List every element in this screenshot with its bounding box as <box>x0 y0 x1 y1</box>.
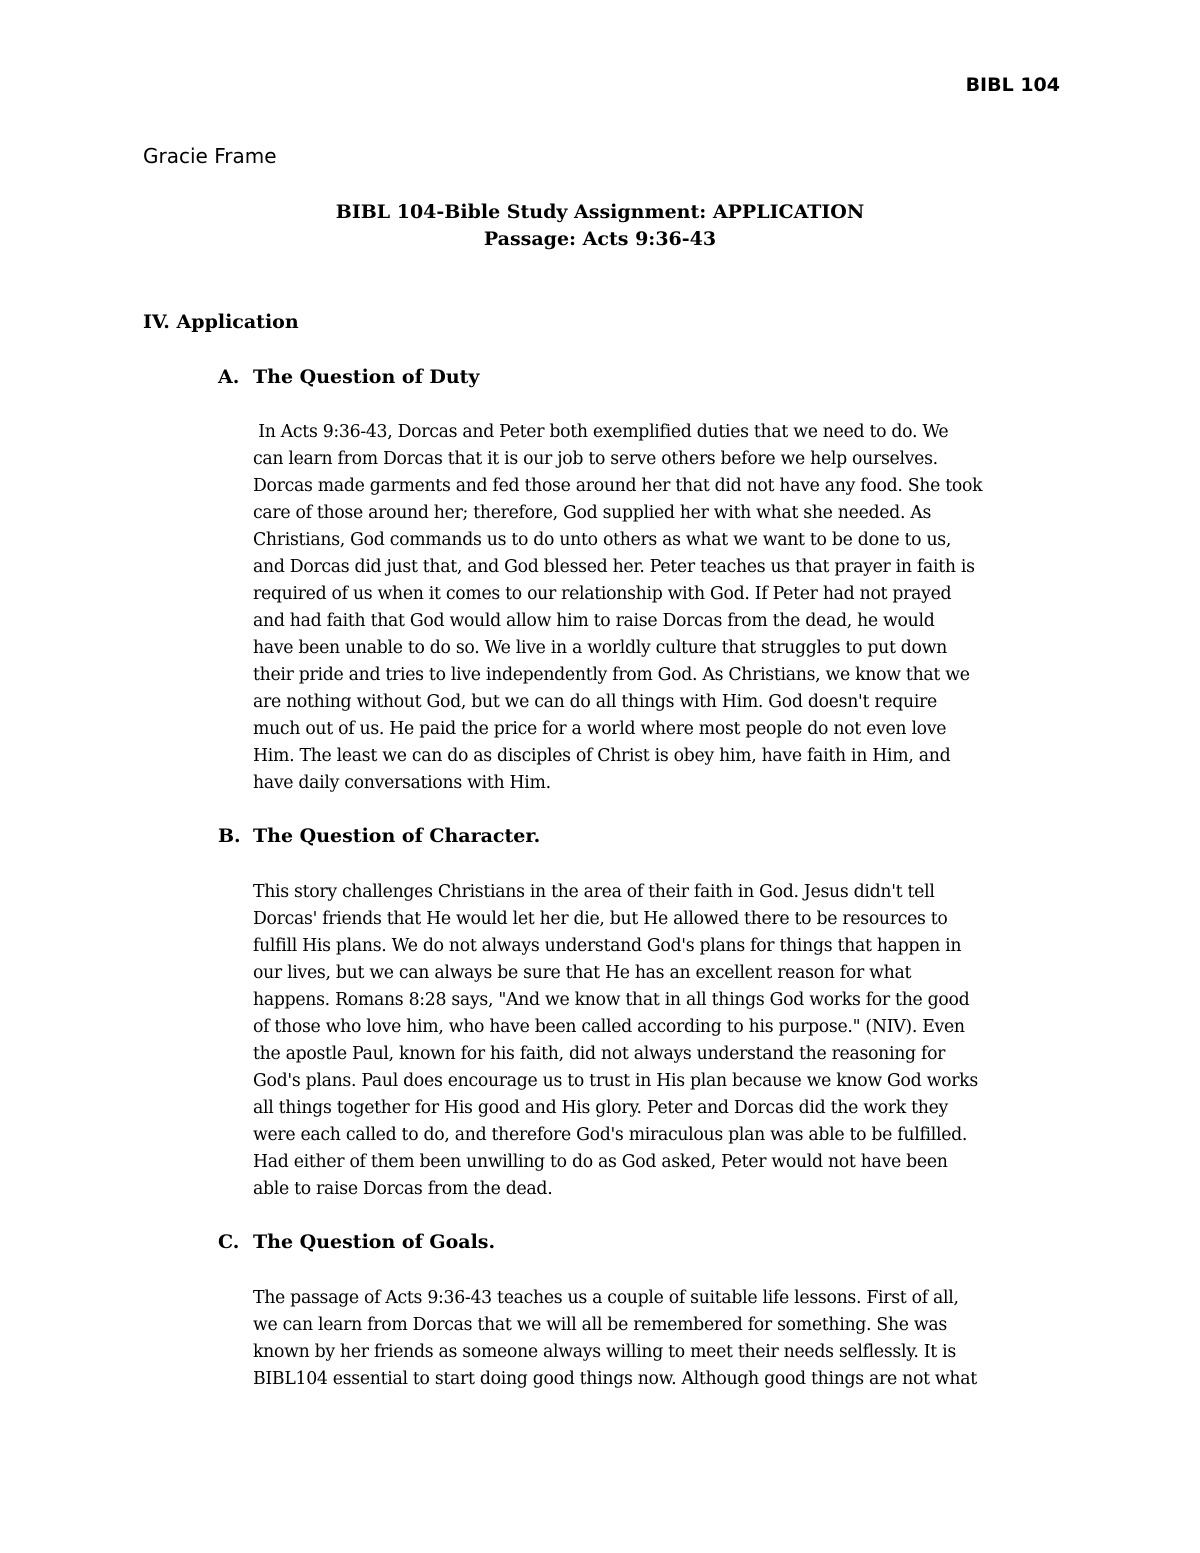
paragraph-line: This story challenges Christians in the area of their faith in God. Jesus didn't tell <box>253 882 935 902</box>
paragraph-line: and Dorcas did just that, and God blessed her. Peter teaches us that prayer in faith is <box>253 557 975 577</box>
paragraph-line: Had either of them been unwilling to do as God asked, Peter would not have been <box>253 1152 948 1172</box>
paragraph-line: all things together for His good and His glory. Peter and Dorcas did the work they <box>253 1098 948 1118</box>
document-title <box>0 199 1200 253</box>
paragraph-line: known by her friends as someone always willing to meet their needs selflessly. It is <box>253 1342 956 1362</box>
author-name: Gracie Frame <box>143 144 277 168</box>
title-line-1: BIBL 104-Bible Study Assignment: APPLICATION <box>335 201 865 223</box>
paragraph-line: The passage of Acts 9:36-43 teaches us a couple of suitable life lessons. First of all, <box>253 1288 959 1308</box>
subheading-letter: B. <box>218 825 241 847</box>
paragraph-line: their pride and tries to live independently from God. As Christians, we know that we <box>253 665 970 685</box>
paragraph-line: Him. The least we can do as disciples of Christ is obey him, have faith in Him, and <box>253 746 951 766</box>
paragraph-line: can learn from Dorcas that it is our job to serve others before we help ourselves. <box>253 449 938 469</box>
paragraph-line: fulfill His plans. We do not always understand God's plans for things that happen in <box>253 936 962 956</box>
subheading-text: The Question of Duty <box>253 366 480 388</box>
paragraph-line: and had faith that God would allow him to raise Dorcas from the dead, he would <box>253 611 935 631</box>
subheading-letter: C. <box>218 1231 240 1253</box>
paragraph-line: of those who love him, who have been called according to his purpose." (NIV). Even <box>253 1017 965 1037</box>
title-line-2: Passage: Acts 9:36-43 <box>483 228 717 250</box>
paragraph-line: we can learn from Dorcas that we will all be remembered for something. She was <box>253 1315 947 1335</box>
paragraph-line: have daily conversations with Him. <box>253 773 551 793</box>
subheading-goals <box>218 1231 495 1253</box>
course-code-header: BIBL 104 <box>965 74 1060 96</box>
subheading-character <box>218 825 540 847</box>
paragraph-line: happens. Romans 8:28 says, "And we know that in all things God works for the good <box>253 990 970 1010</box>
paragraph-line: BIBL104 essential to start doing good things now. Although good things are not what <box>253 1369 977 1389</box>
subheading-text: The Question of Goals. <box>253 1231 496 1253</box>
paragraph-duty <box>253 419 1073 797</box>
paragraph-goals <box>253 1285 1073 1393</box>
paragraph-line: are nothing without God, but we can do all things with Him. God doesn't require <box>253 692 937 712</box>
paragraph-line: In Acts 9:36-43, Dorcas and Peter both exemplified duties that we need to do. We <box>253 422 949 442</box>
paragraph-line: were each called to do, and therefore God's miraculous plan was able to be fulfilled. <box>253 1125 968 1145</box>
paragraph-line: Dorcas made garments and fed those around her that did not have any food. She took <box>253 476 983 496</box>
paragraph-line: God's plans. Paul does encourage us to trust in His plan because we know God works <box>253 1071 978 1091</box>
paragraph-line: our lives, but we can always be sure that He has an excellent reason for what <box>253 963 912 983</box>
subheading-letter: A. <box>218 366 240 388</box>
section-heading-application: IV. Application <box>143 311 299 333</box>
paragraph-character <box>253 879 1073 1203</box>
paragraph-line: much out of us. He paid the price for a world where most people do not even love <box>253 719 947 739</box>
paragraph-line: have been unable to do so. We live in a worldly culture that struggles to put down <box>253 638 947 658</box>
paragraph-line: care of those around her; therefore, God supplied her with what she needed. As <box>253 503 932 523</box>
paragraph-line: Christians, God commands us to do unto others as what we want to be done to us, <box>253 530 952 550</box>
paragraph-line: the apostle Paul, known for his faith, did not always understand the reasoning for <box>253 1044 946 1064</box>
paragraph-line: required of us when it comes to our relationship with God. If Peter had not prayed <box>253 584 952 604</box>
paragraph-line: able to raise Dorcas from the dead. <box>253 1179 553 1199</box>
paragraph-line: Dorcas' friends that He would let her die, but He allowed there to be resources to <box>253 909 948 929</box>
subheading-text: The Question of Character. <box>253 825 541 847</box>
subheading-duty <box>218 366 479 388</box>
